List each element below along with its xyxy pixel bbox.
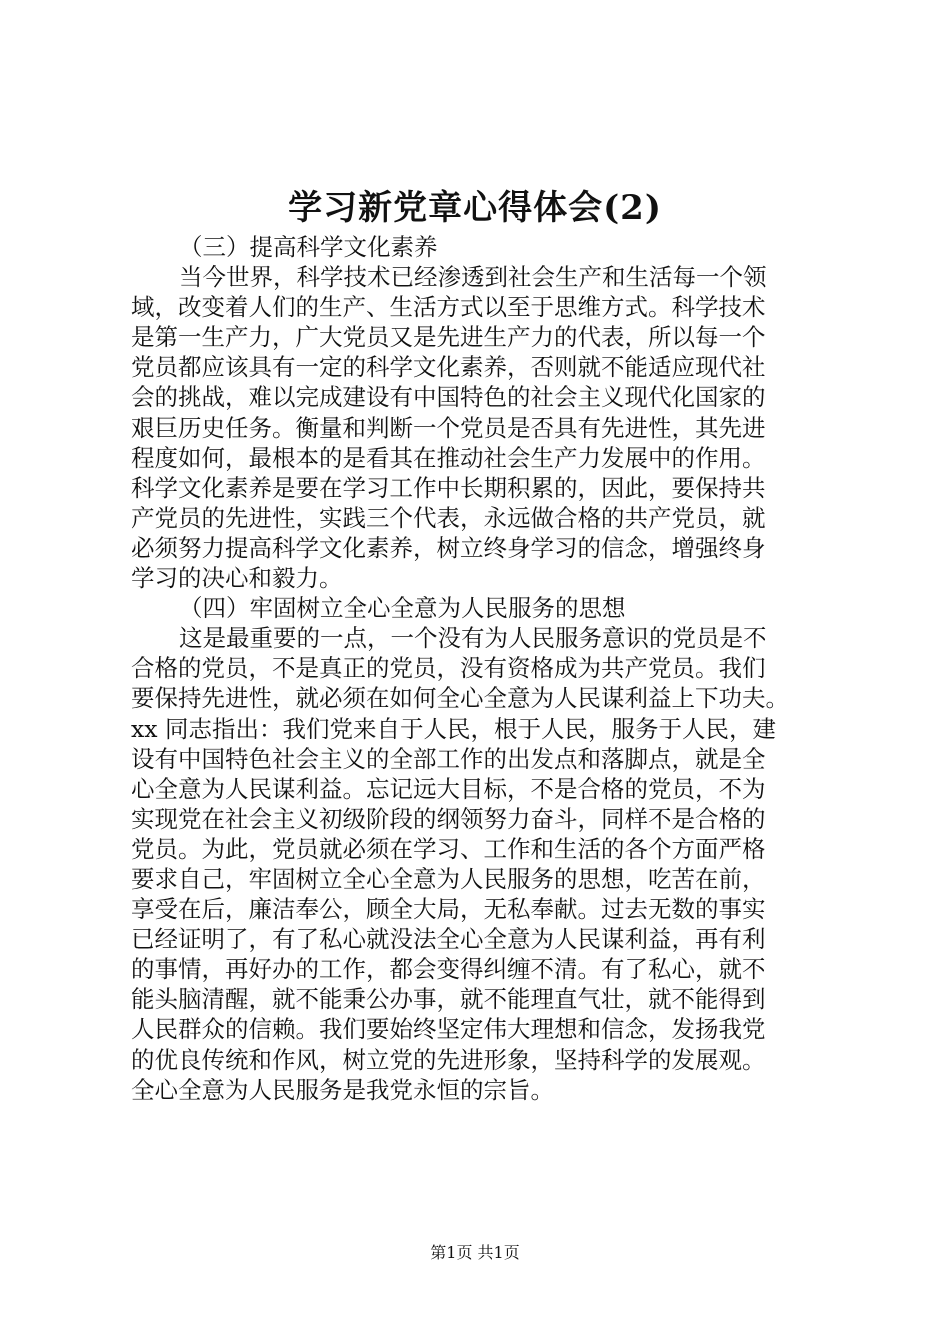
body-line: 当今世界，科学技术已经渗透到社会生产和生活每一个领 bbox=[179, 263, 767, 292]
body-line: xx 同志指出：我们党来自于人民，根于人民，服务于人民，建 bbox=[131, 714, 776, 743]
body-line: 艰巨历史任务。衡量和判断一个党员是否具有先进性，其先进 bbox=[131, 413, 766, 442]
body-line: 程度如何，最根本的是看其在推动社会生产力发展中的作用。 bbox=[131, 443, 766, 472]
body-line: 的事情，再好办的工作，都会变得纠缠不清。有了私心，就不 bbox=[131, 955, 766, 984]
body-line: 心全意为人民谋利益。忘记远大目标，不是合格的党员，不为 bbox=[131, 774, 766, 803]
document-title: 学习新党章心得体会(2) bbox=[288, 188, 662, 228]
body-line: 已经证明了，有了私心就没法全心全意为人民谋利益，再有利 bbox=[131, 925, 766, 954]
body-line: 能头脑清醒，就不能秉公办事，就不能理直气壮，就不能得到 bbox=[131, 985, 766, 1014]
body-line: 产党员的先进性，实践三个代表，永远做合格的共产党员，就 bbox=[131, 503, 766, 532]
body-line: 的优良传统和作风，树立党的先进形象，坚持科学的发展观。 bbox=[131, 1045, 766, 1074]
body-line: 是第一生产力，广大党员又是先进生产力的代表，所以每一个 bbox=[131, 323, 766, 352]
body-line: 科学文化素养是要在学习工作中长期积累的，因此，要保持共 bbox=[131, 473, 766, 502]
document-body bbox=[131, 232, 841, 1105]
body-line: 党员都应该具有一定的科学文化素养，否则就不能适应现代社 bbox=[131, 353, 766, 382]
page-footer: 第1页 共1页 bbox=[430, 1243, 520, 1262]
body-line: 要求自己，牢固树立全心全意为人民服务的思想，吃苦在前， bbox=[131, 864, 766, 893]
body-line: 域，改变着人们的生产、生活方式以至于思维方式。科学技术 bbox=[131, 293, 766, 322]
body-line: 要保持先进性，就必须在如何全心全意为人民谋利益上下功夫。 bbox=[131, 684, 789, 713]
body-line: 会的挑战，难以完成建设有中国特色的社会主义现代化国家的 bbox=[131, 383, 766, 412]
body-line: 党员。为此，党员就必须在学习、工作和生活的各个方面严格 bbox=[131, 834, 766, 863]
body-line: 享受在后，廉洁奉公，顾全大局，无私奉献。过去无数的事实 bbox=[131, 895, 766, 924]
body-line: 人民群众的信赖。我们要始终坚定伟大理想和信念，发扬我党 bbox=[131, 1015, 766, 1044]
body-line: 必须努力提高科学文化素养，树立终身学习的信念，增强终身 bbox=[131, 533, 766, 562]
body-line: （四）牢固树立全心全意为人民服务的思想 bbox=[179, 594, 626, 623]
body-line: 设有中国特色社会主义的全部工作的出发点和落脚点，就是全 bbox=[131, 744, 766, 773]
body-line: 全心全意为人民服务是我党永恒的宗旨。 bbox=[131, 1075, 554, 1104]
body-line: 这是最重要的一点，一个没有为人民服务意识的党员是不 bbox=[179, 624, 767, 653]
body-line: （三）提高科学文化素养 bbox=[179, 233, 438, 261]
body-line: 合格的党员，不是真正的党员，没有资格成为共产党员。我们 bbox=[131, 654, 766, 683]
body-line: 实现党在社会主义初级阶段的纲领努力奋斗，同样不是合格的 bbox=[131, 804, 766, 833]
body-line: 学习的决心和毅力。 bbox=[131, 564, 343, 593]
